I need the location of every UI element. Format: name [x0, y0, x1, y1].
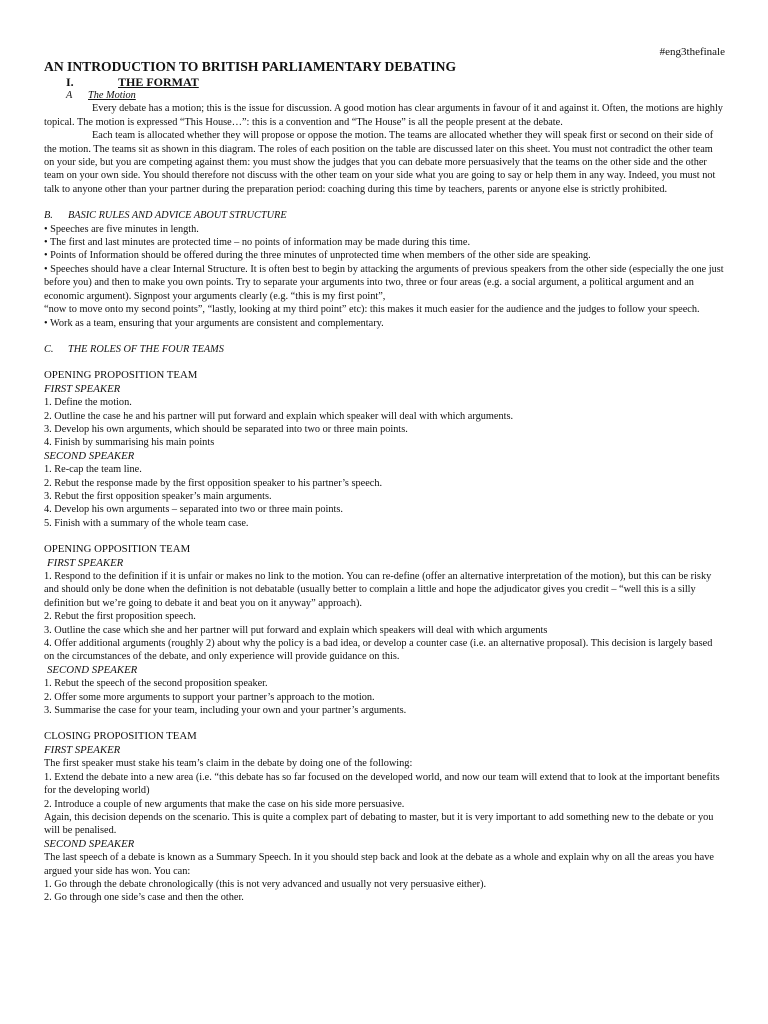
list-item: 1. Extend the debate into a new area (i.e. “this debate has so far focused on the developed world, and now our team will extend that to look at the important benefits for the developing world) — [44, 771, 720, 797]
speaker-label-first: FIRST SPEAKER — [47, 556, 124, 569]
team-heading-closing-proposition: CLOSING PROPOSITION TEAM — [44, 730, 197, 743]
list-item: 1. Re-cap the team line. — [44, 464, 142, 476]
section-number: I. — [66, 75, 74, 89]
speaker-label-second: SECOND SPEAKER — [47, 663, 138, 676]
speaker-label-second: SECOND SPEAKER — [44, 449, 135, 462]
section-title: THE FORMAT — [118, 75, 199, 89]
document-body — [44, 58, 724, 905]
list-item: • Points of Information should be offered during the three minutes of unprotected time when members of the other side are speaking. — [44, 250, 591, 262]
list-item: 1. Rebut the speech of the second proposition speaker. — [44, 678, 268, 690]
list-item: 5. Finish with a summary of the whole team case. — [44, 517, 249, 529]
list-item: • Work as a team, ensuring that your arguments are consistent and complementary. — [44, 317, 384, 329]
subsection-title: BASIC RULES AND ADVICE ABOUT STRUCTURE — [68, 210, 287, 222]
list-item: 4. Offer additional arguments (roughly 2) about why the policy is a bad idea, or develop a counter case (i.e. an alternative proposal). This decision is largely based on the circumstances of the debate, and only experience will provide guidance on this. — [44, 638, 713, 663]
list-item: 4. Finish by summarising his main points — [44, 437, 215, 449]
list-item: The last speech of a debate is known as a Summary Speech. In it you should step back and look at the debate as a whole and explain why on all the areas you have argued your side has won. You can: — [44, 852, 714, 877]
subsection-roles-heading — [44, 343, 724, 356]
list-item: 1. Go through the debate chronologically (this is not very advanced and usually not very persuasive either). — [44, 878, 487, 890]
list-item: 4. Develop his own arguments – separated into two or three main points. — [44, 504, 343, 516]
subsection-letter: B. — [44, 210, 53, 222]
list-item: 3. Develop his own arguments, which should be separated into two or three main points. — [44, 423, 408, 435]
list-item: 2. Outline the case he and his partner will put forward and explain which speaker will deal with which arguments. — [44, 410, 514, 422]
list-item: • Speeches should have a clear Internal Structure. It is often best to begin by attacking the arguments of previous speakers from the other side (especially the one just before you) and then to make you own points. Try to separate your arguments into two, three or four areas (e.g. a social argument, a political argument and an economic argument). Signpost your arguments clearly (e.g. “this is my first point”, — [44, 263, 724, 302]
list-item: 1. Respond to the definition if it is unfair or makes no link to the motion. You can re-define (offer an alternative interpretation of the motion), but this can be risky and should only be done when the definition is not debatable (usually better to complain a little and hope the adjudicator gives you credit – “well this is a silly — [44, 571, 712, 596]
list-item: 2. Rebut the response made by the first opposition speaker to his partner’s speech. — [44, 477, 383, 489]
list-item: 3. Summarise the case for your team, including your own and your partner’s arguments. — [44, 705, 407, 717]
speaker-label-second: SECOND SPEAKER — [44, 837, 135, 850]
section-format-heading — [44, 75, 724, 89]
motion-paragraph-1: Every debate has a motion; this is the issue for discussion. A good motion has clear arguments in favour of it and against it. Often, the motions are highly topical. The motion is expressed “This House…”: this is a convention and “The House” is all the people present at the debate. — [44, 103, 723, 128]
team-heading-opening-opposition: OPENING OPPOSITION TEAM — [44, 543, 191, 556]
motion-paragraph-2: Each team is allocated whether they will propose or oppose the motion. The teams are allocated whether they will speak first or second on their side of the motion. The teams sit as shown in this diagram. The roles of each position on the table are discussed later on this sheet. You must not contradict the other team on your side, but you are competing against them: you must show the judges that you can debate more persuasively that the teams on the other side and the other team on your own side. You should therefore not discuss with the other team on your side what you are going to say or help them in any way. Indeed, you must not talk to anyone other than your partner during the preparation period: coaching during this time by teachers, parents or anyone else is strictly prohibited. — [44, 130, 716, 195]
list-item: definition but we’re going to debate it and beat you on it anyway” approach). — [44, 597, 362, 609]
list-item: 2. Introduce a couple of new arguments that make the case on his side more persuasive. — [44, 798, 405, 810]
list-item: Again, this decision depends on the scenario. This is quite a complex part of debating to master, but it is very important to add something new to the debate or you will be penalised. — [44, 811, 714, 837]
rules-list — [44, 223, 724, 330]
list-item: 3. Outline the case which she and her partner will put forward and explain which speakers will deal with which arguments — [44, 624, 548, 636]
list-item: • Speeches are five minutes in length. — [44, 223, 199, 235]
document-title: AN INTRODUCTION TO BRITISH PARLIAMENTARY DEBATING — [44, 59, 457, 74]
team-heading-opening-proposition: OPENING PROPOSITION TEAM — [44, 369, 198, 382]
subsection-title: THE ROLES OF THE FOUR TEAMS — [68, 343, 224, 355]
list-item: The first speaker must stake his team’s claim in the debate by doing one of the following: — [44, 758, 413, 770]
list-item: 1. Define the motion. — [44, 397, 132, 409]
subsection-motion-heading — [44, 89, 724, 102]
list-item: “now to move onto my second points”, “lastly, looking at my third point” etc): this makes it much easier for the audience and the judges to follow your speech. — [44, 304, 700, 316]
list-item: 3. Rebut the first opposition speaker’s main arguments. — [44, 490, 272, 502]
subsection-title: The Motion — [88, 90, 136, 101]
subsection-letter: C. — [44, 343, 54, 355]
subsection-rules-heading — [44, 209, 724, 222]
header-tag: #eng3thefinale — [659, 46, 725, 58]
speaker-label-first: FIRST SPEAKER — [44, 743, 121, 756]
subsection-letter: A — [66, 90, 73, 101]
list-item: • The first and last minutes are protected time – no points of information may be made during this time. — [44, 237, 471, 249]
list-item: 2. Rebut the first proposition speech. — [44, 611, 196, 623]
list-item: 2. Go through one side’s case and then the other. — [44, 892, 244, 904]
list-item: 2. Offer some more arguments to support your partner’s approach to the motion. — [44, 691, 375, 703]
speaker-label-first: FIRST SPEAKER — [44, 382, 121, 395]
